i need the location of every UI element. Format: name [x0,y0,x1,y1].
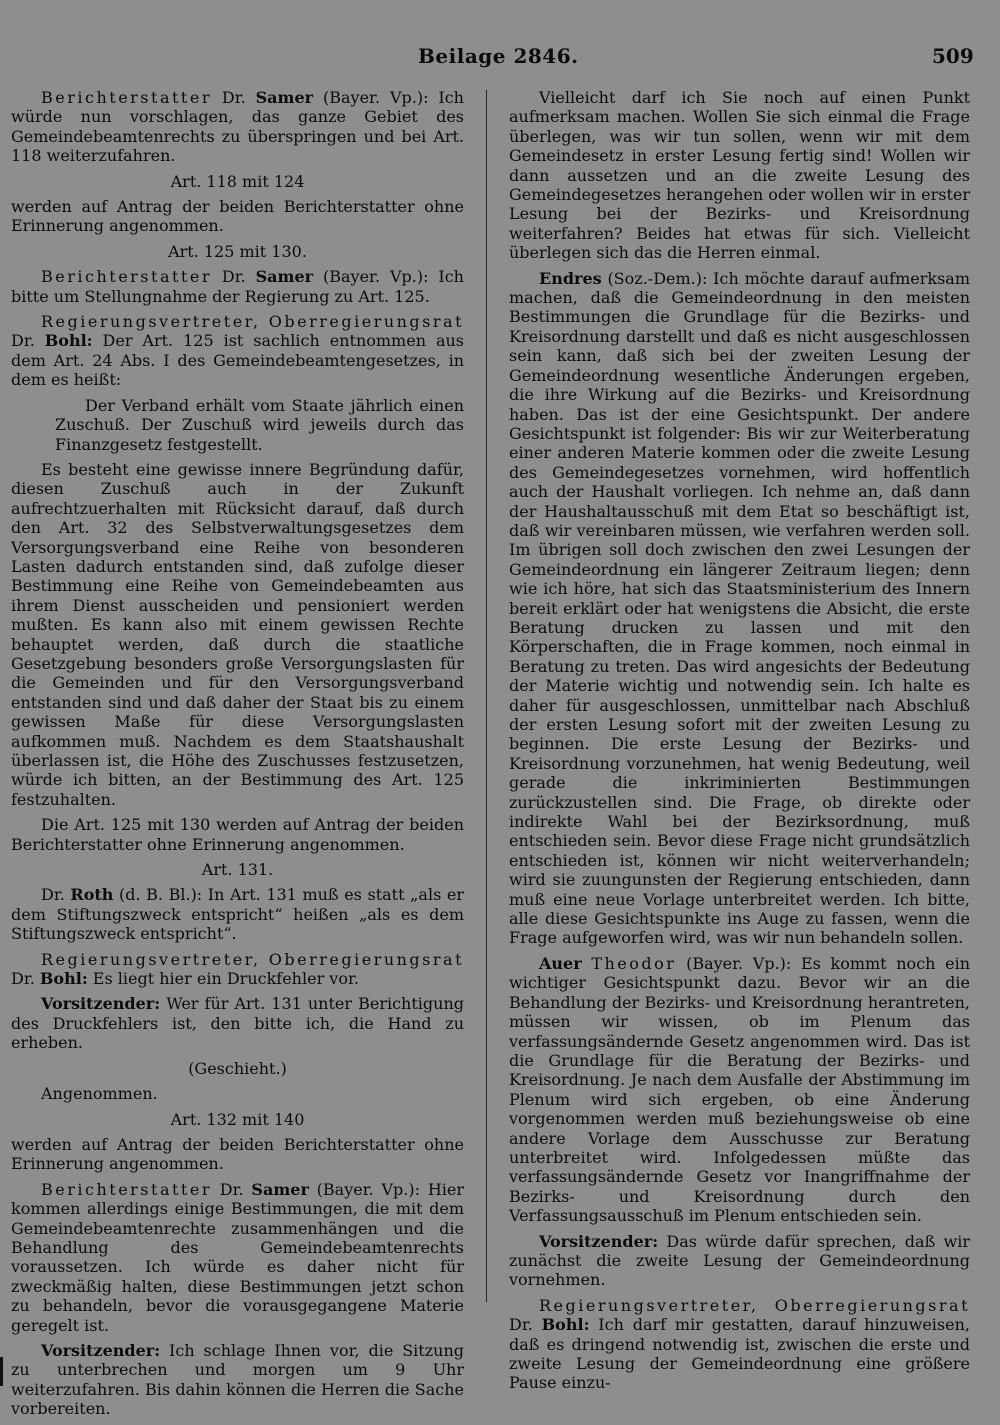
text-paragraph: werden auf Antrag der beiden Berichterstatter ohne Erinnerung angenommen. [11,1134,464,1174]
speech-paragraph [11,1341,464,1419]
page-title: Beilage 2846. [418,44,579,68]
speaker-name: Samer [251,1179,309,1199]
speech-paragraph [11,267,464,306]
text-paragraph: Vielleicht darf ich Sie noch auf einen Punkt aufmerksam machen. Wollen Sie sich einmal die Frage überlegen, was wir tun sollen, wenn wir mit dem Gemeindesetz in erster Lesung fertig sind! Wollen wir dann aussetzen und an die zweite Lesung des Gemeindegesetzes herangehen oder wollen wir in erster Lesung bei der Bezirks- und Kreisordnung weiterfahren? Beides hat etwas für sich. Vielleicht überlegen sich das die Herren einmal. [509,88,970,263]
speech-paragraph [11,885,464,943]
page-number: 509 [932,44,974,68]
speech-text: Ich schlage Ihnen vor, die Sitzung zu unterbrechen und morgen um 9 Uhr weiterzufahren. Bis dahin können die Herren die Sache vorbereiten. [11,1340,464,1419]
speaker-name: Auer [539,953,582,973]
speaker-name: Samer [255,267,314,287]
speaker-role: Berichterstatter [41,88,212,107]
speaker-name: Vorsitzender: [41,994,161,1014]
speaker-name: Endres [539,268,602,288]
speech-text: (Bayer. Vp.): Hier kommen allerdings einige Bestimmungen, die mit dem Gemeindebeamtenrechte zusammenhängen und die Behandlung des Gemeindebeamtenrechts voraussetzen. Ich würde es daher nicht für zweckmäßig halten, diese Bestimmungen jetzt schon zu behandeln, bevor die vorausgegangene Materie geregelt ist. [11,1179,465,1335]
speaker-role: Regierungsvertreter, Oberregierungsrat [41,312,464,332]
speech-paragraph [509,269,970,948]
block-quote: Der Verband erhält vom Staate jährlich einen Zuschuß. Der Zuschuß wird jeweils durch das Finanzgesetz festgestellt. [55,395,464,454]
speech-paragraph [11,950,464,989]
speech-text: (Soz.-Dem.): Ich möchte darauf aufmerksam machen, daß die Gemeindeordnung in den meisten Bestimmungen die Grundlage für die Bezirks- und Kreisordnung darstellt und daß es nicht ausgeschlossen sein kann, daß sich bei der zweiten Lesung der Gemeindeordnung wesentliche Änderungen ergeben, die ihre Wirkung auf die Bezirks- und Kreisordnung haben. Das ist der eine Gesichtspunkt. Der andere Gesichtspunkt ist folgender: Bis wir zur Weiterberatung einer anderen Materie kommen oder die zweite Lesung des Gemeindegesetzes vornehmen, wird hoffentlich auch der Haushalt vorliegen. Ich nehme an, daß dann der Haushaltausschuß mit dem Etat so beschäftigt ist, daß wir vereinbaren müssen, wie verfahren werden soll. Im übrigen soll doch zwischen den zwei Lesungen der Gemeindeordnung ein längerer Zeitraum liegen; denn wie ich höre, hat sich das Staatsministerium des Innern bereit erklärt oder hat wenigstens die Absicht, die erste Beratung drucken zu lassen und mit den Körperschaften, die in Frage kommen, noch einmal in Beratung zu treten. Das wird angesichts der Bedeutung der Materie wichtig und notwendig sein. Ich halte es daher für ausgeschlossen, unmittelbar nach Abschluß der ersten Lesung sofort mit der zweiten Lesung zu beginnen. Die erste Lesung der Bezirks- und Kreisordnung vorzunehmen, hat wenig Bedeutung, weil gerade die inkriminierten Bestimmungen zurückzustellen sind. Die Frage, ob direkte oder indirekte Wahl bei der Bezirksordnung, muß entschieden sein. Bevor diese Frage nicht grundsätzlich entschieden ist, können wir nicht weiterverhandeln; wird sie zuungunsten der Regierung entschieden, dann muß eine neue Vorlage unterbreitet werden. Ich bitte, alle diese Gesichtspunkte ins Auge zu fassen, wenn die Frage aufgeworfen wird, was wir nun behandeln sollen. [509,268,970,948]
speech-paragraph [509,1296,970,1393]
speech-text: (d. B. Bl.): In Art. 131 muß es statt „als er dem Stiftungszweck entspricht“ heißen „als es dem Stiftungszweck entspricht“. [11,885,464,944]
article-heading: Art. 131. [201,860,274,880]
text-paragraph: werden auf Antrag der beiden Berichterstatter ohne Erinnerung angenommen. [11,197,464,236]
page-header [0,0,1000,70]
speaker-title: Dr. [221,88,246,107]
speaker-title: Dr. [509,1315,533,1335]
text-paragraph: Angenommen. [41,1084,158,1104]
speaker-name: Bohl: [44,331,93,351]
speech-text: Wer für Art. 131 unter Berichtigung des Druckfehlers ist, den bitte ich, die Hand zu erheben. [11,994,464,1053]
speaker-title: Dr. [11,969,35,989]
speech-text: Es liegt hier ein Druckfehler vor. [87,969,359,989]
speaker-name: Bohl: [541,1315,590,1335]
left-column [11,88,464,1425]
speech-text: (Bayer. Vp.): Ich würde nun vorschlagen, das ganze Gebiet des Gemeindebeamtenrechts zu überspringen und bei Art. 118 weiterzufahren. [11,88,464,166]
speech-text: Der Art. 125 ist sachlich entnommen aus dem Art. 24 Abs. I des Gemeindebeamtengesetzes, in dem es heißt: [11,331,464,390]
speaker-role: Berichterstatter [41,267,212,287]
speaker-role: Regierungsvertreter, Oberregierungsrat [41,949,464,969]
speaker-name: Vorsitzender: [539,1231,659,1251]
speech-paragraph [509,954,970,1226]
speech-text: Das würde dafür sprechen, daß wir zunächst die zweite Lesung der Gemeindeordnung vornehmen. [509,1231,970,1290]
speaker-name: Samer [255,88,314,107]
text-paragraph: Die Art. 125 mit 130 werden auf Antrag der beiden Berichterstatter ohne Erinnerung angenommen. [11,815,464,854]
right-column [509,88,970,1399]
speaker-name: Bohl: [39,969,88,989]
speech-text: Ich darf mir gestatten, darauf hinzuweisen, daß es dringend notwendig ist, zwischen die erste und zweite Lesung der Gemeindeordnung eine größere Pause einzu- [509,1315,970,1393]
speaker-role: Berichterstatter [41,1179,212,1199]
speech-text: (Bayer. Vp.): Es kommt noch ein wichtiger Gesichtspunkt dazu. Bevor wir an die Behandlung der Bezirks- und Kreisordnung herantreten, müssen wir wissen, ob im Plenum das verfassungsändernde Gesetz angenommen wird. Das ist die Grundlage für die Beratung der Bezirks- und Kreisordnung. Je nach dem Ausfalle der Abstimmung im Plenum wird sich ergeben, ob eine Änderung vorgenommen werden muß beziehungsweise ob eine andere Vorlage dem Ausschusse zur Beratung unterbreitet wird. Infolgedessen müßte das verfassungsändernde Gesetz vor Inangriffnahme der Bezirks- und Kreisordnung durch den Verfassungsausschuß im Plenum entschieden sein. [509,953,971,1226]
speaker-firstname: Theodor [591,953,677,973]
speaker-title: Dr. [41,885,65,905]
speech-paragraph [11,994,464,1052]
speaker-title: Dr. [221,267,246,287]
stage-direction: (Geschieht.) [188,1058,287,1078]
speech-paragraph [11,1180,464,1335]
speech-paragraph [509,1232,970,1290]
speech-paragraph [11,88,464,166]
speaker-title: Dr. [219,1179,244,1199]
speaker-name: Roth [70,885,114,905]
speaker-title: Dr. [11,331,35,351]
text-paragraph: Es besteht eine gewisse innere Begründung dafür, diesen Zuschuß auch in der Zukunft aufrechtzuerhalten mit Rücksicht darauf, daß durch den Art. 32 des Selbstverwaltungsgesetzes dem Versorgungsverband eine Reihe von besonderen Lasten dadurch entstanden sind, daß zufolge dieser Bestimmung eine Reihe von Gemeindebeamten aus ihrem Dienst ausscheiden und pensioniert werden mußten. Es kann also mit einem gewissen Rechte behauptet werden, daß durch die staatliche Gesetzgebung besonders große Versorgungslasten für die Gemeinden und für den Versorgungsverband entstanden sind und daß daher der Staat bis zu einem gewissen Maße für diese Versorgungslasten aufkommen muß. Nachdem es dem Staatshaushalt überlassen ist, die Höhe des Zuschusses festzusetzen, würde ich bitten, an der Bestimmung des Art. 125 festzuhalten. [11,459,464,809]
speaker-name: Vorsitzender: [41,1340,161,1360]
speech-text: (Bayer. Vp.): Ich bitte um Stellungnahme der Regierung zu Art. 125. [11,267,464,306]
article-heading: Art. 118 mit 124 [170,171,305,191]
article-heading: Art. 132 mit 140 [170,1109,305,1129]
speech-paragraph [11,312,464,390]
article-heading: Art. 125 mit 130. [168,241,307,261]
scan-edge-mark [0,1357,3,1386]
column-divider [486,90,487,1302]
speaker-role: Regierungsvertreter, Oberregierungsrat [539,1295,970,1315]
